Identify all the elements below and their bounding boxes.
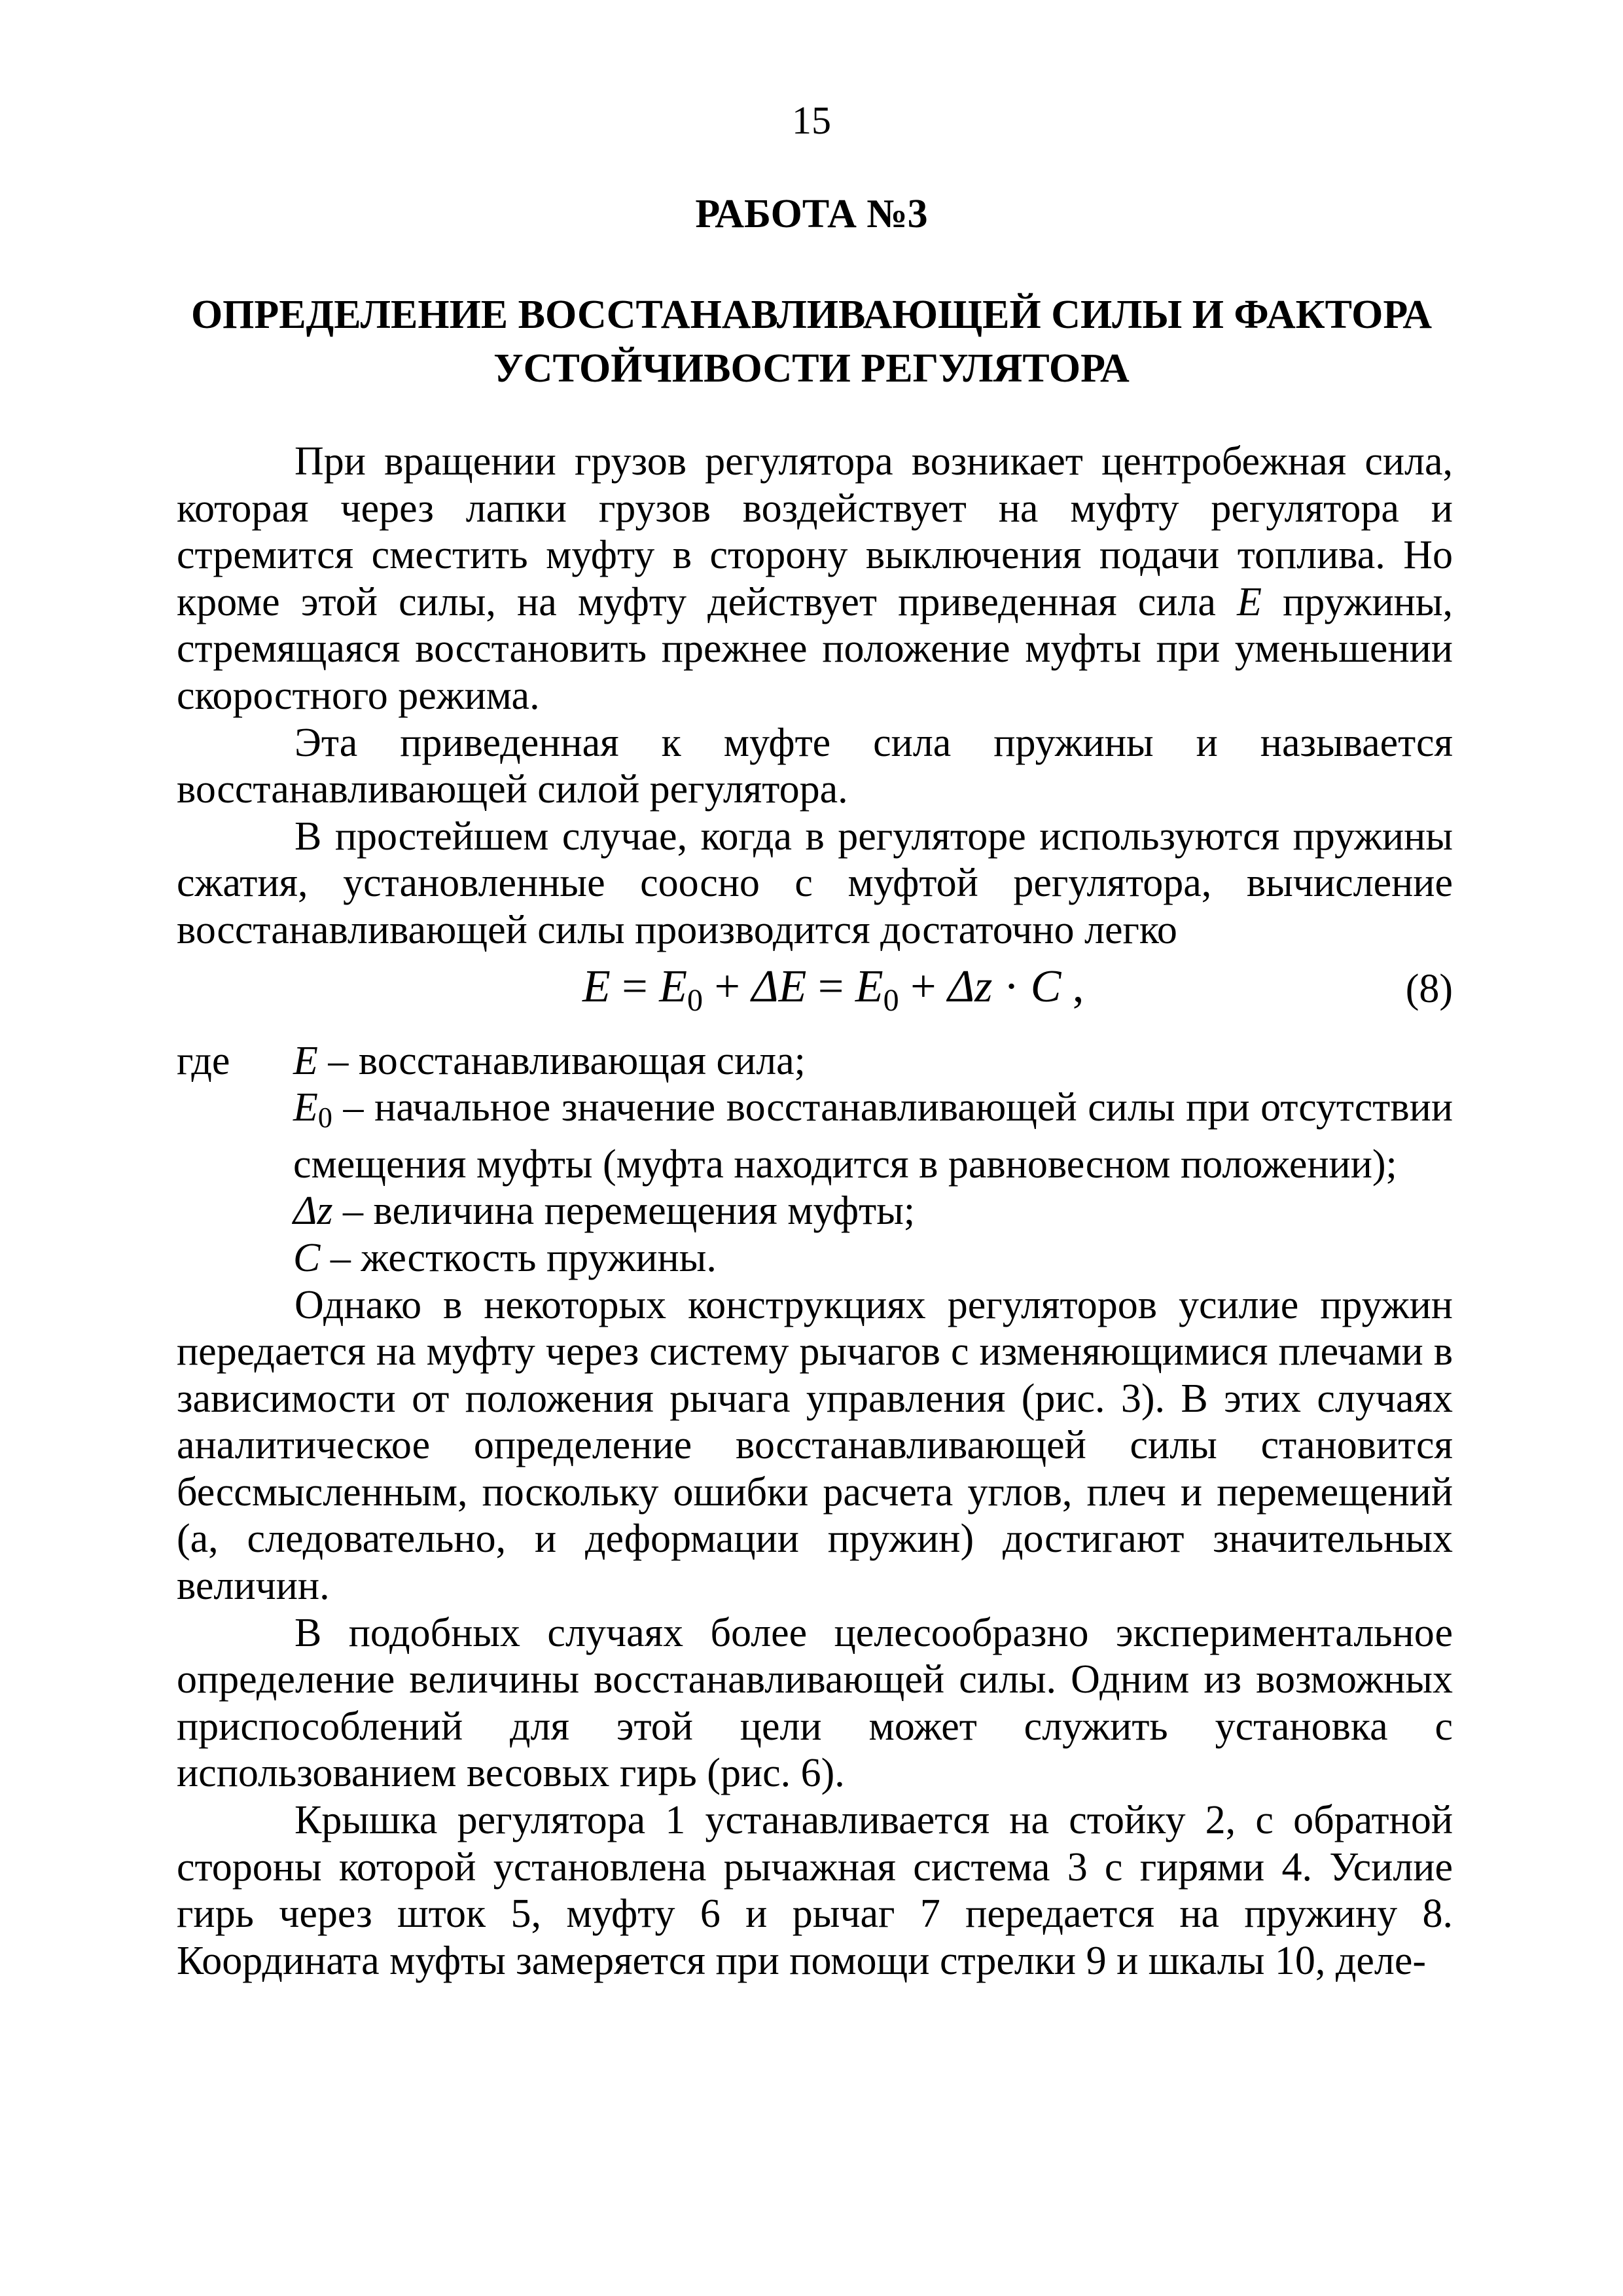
definition-E: E – восстанавливающая сила; bbox=[293, 1038, 806, 1083]
formula-8: $E = E_0 + \Delta E = E_0 + \Delta z \cdot C$ , bbox=[582, 961, 1084, 1018]
paragraph-1: При вращении грузов регулятора возникает центробежная сила, которая через лапки грузов воздействует на муфту регулятора и стремится сместить муфту в сторону выключения подачи топлива. Но кроме этой силы, на муфту действует приведенная сила E пружины, стремящаяся восстановить прежнее положение муфты при уменьшении скоростного режима. bbox=[177, 439, 1453, 718]
paragraph-3: В простейшем случае, когда в регуляторе используются пружины сжатия, установленные соосно с муфтой регулятора, вычисление восстанавливающей силы производится достаточно легко bbox=[177, 814, 1453, 952]
paragraph-5: В подобных случаях более целесообразно экспериментальное определение величины восстанавливающей силы. Одним из возможных приспособлений для этой цели может служить установка с использованием весовых гирь (рис. 6). bbox=[177, 1610, 1453, 1796]
main-title-line-2: УСТОЙЧИВОСТИ РЕГУЛЯТОРА bbox=[493, 346, 1130, 391]
paragraph-2: Эта приведенная к муфте сила пружины и называется восстанавливающей силой регулятора. bbox=[177, 720, 1453, 812]
formula-number: (8) bbox=[1405, 966, 1453, 1011]
definitions bbox=[177, 1038, 1453, 1282]
definition-E0: $E_0$ – начальное значение восстанавливающей силы при отсутствии смещения муфты (муфта находится в равновесном положении); bbox=[293, 1085, 1453, 1187]
var-E: E bbox=[1237, 579, 1262, 624]
paragraph-6: Крышка регулятора 1 устанавливается на стойку 2, с обратной стороны которой установлена рычажная система 3 с гирями 4. Усилие гирь через шток 5, муфту 6 и рычаг 7 передается на пружину 8. Координата муфты замеряется при помощи стрелки 9 и шкалы 10, деле- bbox=[177, 1798, 1453, 1983]
where-label: где bbox=[177, 1038, 230, 1083]
page-number: 15 bbox=[792, 99, 831, 142]
body-text bbox=[177, 439, 1453, 1984]
paragraph-4: Однако в некоторых конструкциях регуляторов усилие пружин передается на муфту через систему рычагов с изменяющимися плечами в зависимости от положения рычага управления (рис. 3). В этих случаях аналитическое определение восстанавливающей силы становится бессмысленным, поскольку ошибки расчета углов, плеч и перемещений (а, следовательно, и деформации пружин) достигают значительных величин. bbox=[177, 1282, 1453, 1609]
main-title bbox=[164, 288, 1459, 395]
definition-C: C – жесткость пружины. bbox=[293, 1235, 717, 1280]
work-title: РАБОТА №3 bbox=[695, 192, 928, 236]
main-title-line-1: ОПРЕДЕЛЕНИЕ ВОССТАНАВЛИВАЮЩЕЙ СИЛЫ И ФАКТОРА bbox=[190, 293, 1433, 337]
definition-dz: Δz – величина перемещения муфты; bbox=[293, 1189, 916, 1234]
formula-row bbox=[177, 954, 1453, 1038]
